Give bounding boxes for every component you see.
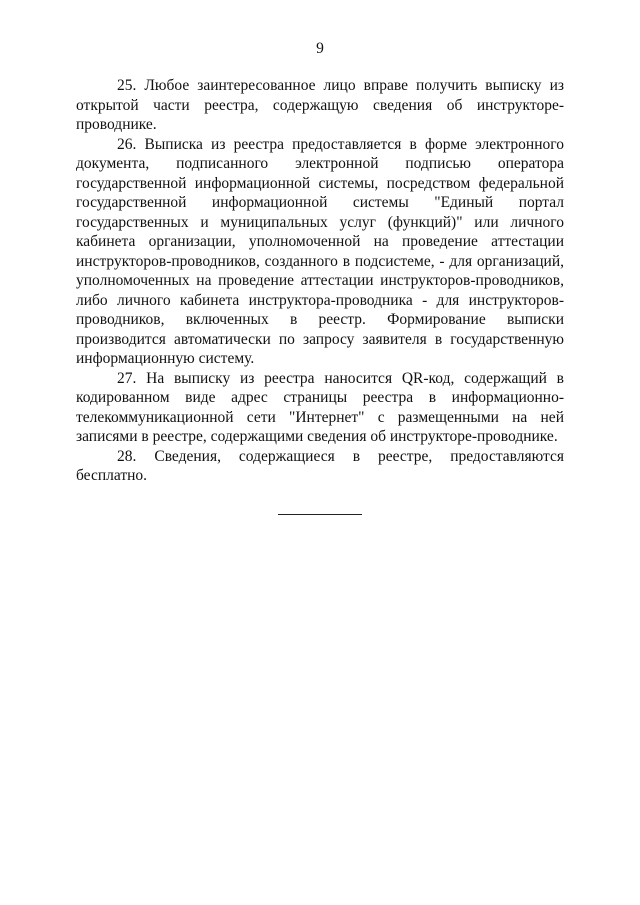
- document-body: [76, 76, 564, 486]
- page-number: 9: [316, 40, 324, 57]
- paragraph-26: 26. Выписка из реестра предоставляется в форме электронного документа, подписанного электронной подписью оператора государственной информационной системы, посредством федеральной государственной информационной системы "Единый портал государственных и муниципальных услуг (функций)" или личного кабинета организации, уполномоченной на проведение аттестации инструкторов-проводников, созданного в подсистеме, - для организаций, уполномоченных на проведение аттестации инструкторов-проводников, либо личного кабинета инструктора-проводника - для инструкторов-проводников, включенных в реестр. Формирование выписки производится автоматически по запросу заявителя в государственную информационную систему.: [76, 135, 564, 367]
- paragraph-27: 27. На выписку из реестра наносится QR-код, содержащий в кодированном виде адрес страницы реестра в информационно-телекоммуникационной сети "Интернет" с размещенными на ней записями в реестре, содержащими сведения об инструкторе-проводнике.: [76, 369, 564, 445]
- paragraph-28: 28. Сведения, содержащиеся в реестре, предоставляются бесплатно.: [76, 447, 564, 484]
- paragraph-25: 25. Любое заинтересованное лицо вправе получить выписку из открытой части реестра, содержащую сведения об инструкторе-проводнике.: [76, 77, 564, 133]
- end-separator-line: [278, 514, 362, 515]
